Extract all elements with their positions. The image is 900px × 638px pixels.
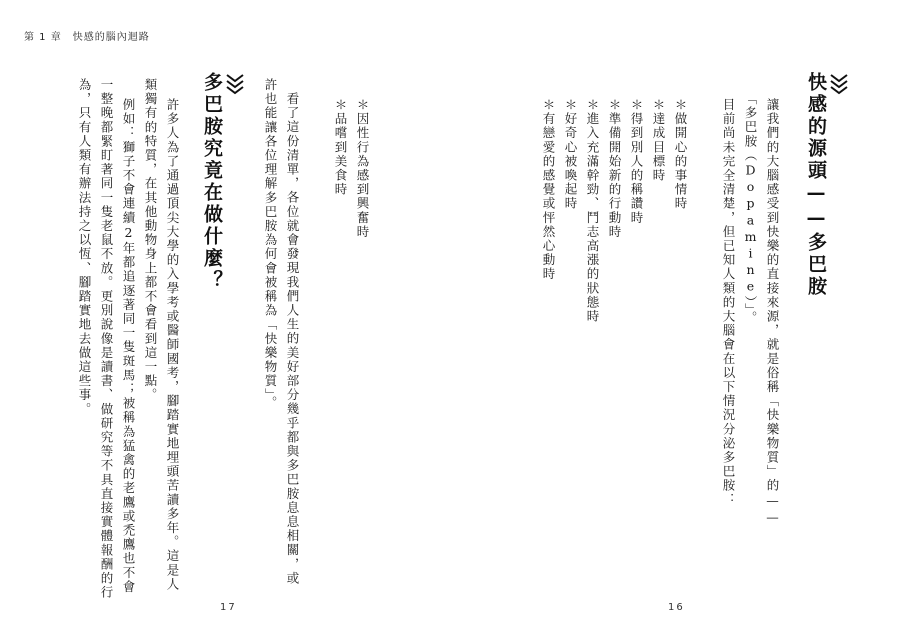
paragraph-line: 目前尚未完全清楚，但已知人類的大腦會在以下情況分泌多巴胺： <box>721 98 736 507</box>
bullet-item: ＊做開心的事情時 <box>673 98 688 211</box>
section-heading: 多巴胺究竟在做什麼？ <box>200 72 246 292</box>
page-number: 17 <box>220 602 237 613</box>
running-header: 第 1 章 快感的腦內迴路 <box>24 32 150 43</box>
paragraph-line: 看了這份清單，各位就會發現我們人生的美好部分幾乎都與多巴胺息息相關，或 <box>285 92 300 586</box>
paragraph-line: 例如：獅子不會連續2年都追逐著同一隻斑馬；被稱為猛禽的老鷹或禿鷹也不會 <box>121 98 136 594</box>
bullet-item: ＊進入充滿幹勁、鬥志高漲的狀態時 <box>585 98 600 324</box>
chevron-mark-icon <box>224 72 246 96</box>
chevron-mark-icon <box>828 72 850 96</box>
bullet-item: ＊好奇心被喚起時 <box>563 98 578 211</box>
paragraph-line: 許多人為了通過頂尖大學的入學考或醫師國考，腳踏實地埋頭苦讀多年。這是人 <box>165 98 180 592</box>
paragraph-line: 一整晚都緊盯著同一隻老鼠不放。更別說像是讀書、做研究等不具直接實體報酬的行 <box>99 78 114 600</box>
bullet-item: ＊因性行為感到興奮時 <box>355 98 370 240</box>
paragraph-line: 讓我們的大腦感受到快樂的直接來源，就是俗稱「快樂物質」的—— <box>765 98 780 526</box>
paragraph-line: 為，只有人類有辦法持之以恆、腳踏實地去做這些事。 <box>77 78 92 417</box>
right-page <box>450 0 900 638</box>
bullet-item: ＊得到別人的稱讚時 <box>629 98 644 225</box>
page-number: 16 <box>668 602 685 613</box>
bullet-item: ＊達成目標時 <box>651 98 666 183</box>
section-heading: 快感的源頭——多巴胺 <box>804 72 850 298</box>
paragraph-line: 許也能讓各位理解多巴胺為何會被稱為「快樂物質」。 <box>263 78 278 411</box>
paragraph-line: 「多巴胺（Dopamine）」。 <box>743 92 758 326</box>
paragraph-line: 類獨有的特質，在其他動物身上都不會看到這一點。 <box>143 78 158 403</box>
bullet-item: ＊有戀愛的感覺或怦然心動時 <box>541 98 556 282</box>
bullet-item: ＊準備開始新的行動時 <box>607 98 622 240</box>
bullet-item: ＊品嚐到美食時 <box>333 98 348 197</box>
